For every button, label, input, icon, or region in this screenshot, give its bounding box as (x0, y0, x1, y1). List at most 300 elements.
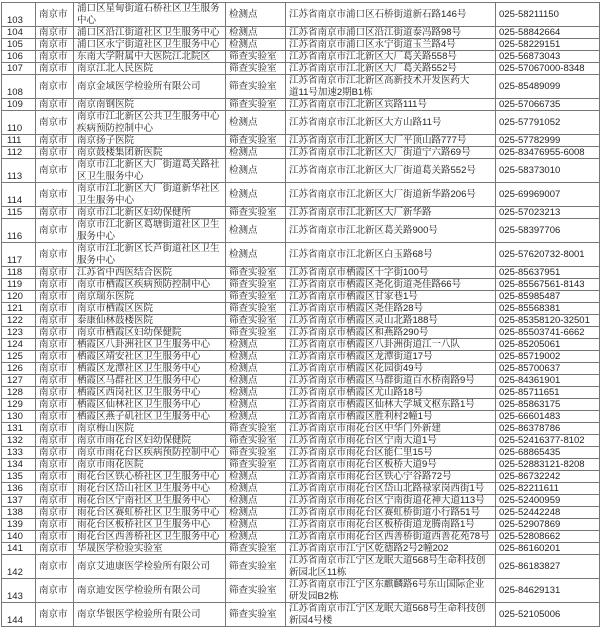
cell-phone: 025-86160201 (496, 543, 600, 555)
cell-type: 检测点 (226, 375, 286, 387)
cell-phone: 025-85358120-32501 (496, 315, 600, 327)
cell-city: 南京市 (36, 3, 74, 27)
cell-city: 南京市 (36, 315, 74, 327)
cell-type: 检测点 (226, 471, 286, 483)
cell-no: 134 (2, 459, 36, 471)
cell-city: 南京市 (36, 111, 74, 135)
cell-no: 118 (2, 267, 36, 279)
cell-address: 江苏省南京市江北新区宾路111号 (286, 99, 496, 111)
cell-address: 江苏省南京市栖霞区马群街道百水桥南路9号 (286, 375, 496, 387)
table-row (2, 471, 600, 483)
cell-type: 筛查实验室 (226, 543, 286, 555)
cell-address: 江苏省南京市浦口区永宁街道玉兰路4号 (286, 39, 496, 51)
cell-address-line: 江苏省南京市江宁区龙眠大道568号生命科技创 (289, 603, 486, 614)
cell-city: 南京市 (36, 183, 74, 207)
cell-name-line: 服务中心 (77, 254, 116, 266)
cell-type: 检测点 (226, 483, 286, 495)
cell-address: 江苏省南京市浦口区石桥街道新石路146号 (286, 3, 496, 27)
cell-phone: 025-52907869 (496, 519, 600, 531)
cell-city: 南京市 (36, 411, 74, 423)
cell-address-line: 研发园B2栋 (289, 590, 339, 602)
cell-address: 江苏省南京市栖霞区八卦洲街道江一八队 (286, 339, 496, 351)
cell-name: 栖霞区八卦洲社区卫生服务中心 (74, 339, 226, 351)
cell-no: 103 (2, 3, 36, 27)
cell-phone: 025-84361901 (496, 375, 600, 387)
cell-name: 雨花台区赛虹桥社区卫生服务中心 (74, 507, 226, 519)
table-row (2, 291, 600, 303)
cell-phone: 025-85985487 (496, 291, 600, 303)
cell-no: 114 (2, 183, 36, 207)
cell-name: 南京南钢医院 (74, 99, 226, 111)
cell-name: 东南大学附属中大医院江北院区 (74, 51, 226, 63)
cell-type: 检测点 (226, 387, 286, 399)
cell-no: 135 (2, 471, 36, 483)
cell-no: 131 (2, 423, 36, 435)
cell-address: 江苏省南京市雨花台区板桥大道9号 (286, 459, 496, 471)
cell-name: 雨花台区铁心桥社区卫生服务中心 (74, 471, 226, 483)
table-row (2, 483, 600, 495)
cell-name-line: 南京市江北新区公共卫生服务中心 (77, 111, 220, 122)
cell-name-line: 服务中心 (77, 230, 116, 242)
cell-city: 南京市 (36, 135, 74, 147)
cell-name-line: 南京市江北新区葛塘街道社区卫生 (77, 219, 220, 230)
cell-city: 南京市 (36, 519, 74, 531)
table-row (2, 51, 600, 63)
cell-no: 104 (2, 27, 36, 39)
testing-sites-table (1, 2, 600, 627)
cell-phone: 025-58842664 (496, 27, 600, 39)
cell-name: 雨花台区岱山社区卫生服务中心 (74, 483, 226, 495)
table-row (2, 147, 600, 159)
cell-address: 江苏省南京市栖霞区仙林大学城文枢东路1号 (286, 399, 496, 411)
cell-city: 南京市 (36, 507, 74, 519)
table-row (2, 423, 600, 435)
cell-type: 筛查实验室 (226, 267, 286, 279)
cell-city: 南京市 (36, 303, 74, 315)
cell-address-line: 江苏省南京市江宁区东麒麟路6号东山国际企业 (289, 579, 485, 590)
table-row (2, 39, 600, 51)
cell-type: 筛查实验室 (226, 207, 286, 219)
table-row (2, 327, 600, 339)
cell-type: 筛查实验室 (226, 279, 286, 291)
cell-name: 雨花台区西善桥社区卫生服务中心 (74, 531, 226, 543)
cell-phone: 025-85711651 (496, 387, 600, 399)
cell-name (74, 111, 226, 135)
cell-phone: 025-56873043 (496, 51, 600, 63)
cell-address (286, 603, 496, 627)
cell-address: 江苏省南京市栖霞区和燕路290号 (286, 327, 496, 339)
table-row (2, 531, 600, 543)
table-row (2, 111, 600, 135)
cell-no: 136 (2, 483, 36, 495)
cell-type: 筛查实验室 (226, 603, 286, 627)
cell-type: 筛查实验室 (226, 315, 286, 327)
cell-no: 133 (2, 447, 36, 459)
table-row (2, 543, 600, 555)
cell-address: 江苏省南京市雨花台区岱山北路禄家岗西街1号 (286, 483, 496, 495)
cell-name-line: 浦口区星甸街道石桥社区卫生服务 (77, 3, 220, 14)
table-row (2, 243, 600, 267)
cell-address: 江苏省南京市雨花台区铁心宁谷路72号 (286, 471, 496, 483)
cell-name: 泰康仙林鼓楼医院 (74, 315, 226, 327)
cell-city: 南京市 (36, 363, 74, 375)
cell-address: 江苏省南京市江北新区大厂新华路 (286, 207, 496, 219)
cell-address: 江苏省南京市雨花台区西善桥街道西善花苑78号 (286, 531, 496, 543)
cell-no: 127 (2, 375, 36, 387)
cell-type: 筛查实验室 (226, 75, 286, 99)
cell-no: 124 (2, 339, 36, 351)
cell-city: 南京市 (36, 339, 74, 351)
cell-address-line: 新园北区11栋 (289, 566, 347, 578)
cell-city: 南京市 (36, 27, 74, 39)
cell-name: 雨花台区板桥社区卫生服务中心 (74, 519, 226, 531)
cell-city: 南京市 (36, 435, 74, 447)
cell-type: 检测点 (226, 507, 286, 519)
cell-address: 江苏省南京市栖霞区尧化街道尧佳路66号 (286, 279, 496, 291)
table-row (2, 27, 600, 39)
table-row (2, 555, 600, 579)
cell-phone: 025-82211611 (496, 483, 600, 495)
cell-no: 144 (2, 603, 36, 627)
table-row (2, 135, 600, 147)
cell-city: 南京市 (36, 399, 74, 411)
cell-no: 123 (2, 327, 36, 339)
cell-city: 南京市 (36, 327, 74, 339)
cell-name: 栖霞区西岗社区卫生服务中心 (74, 387, 226, 399)
table-row (2, 459, 600, 471)
cell-phone: 025-57782999 (496, 135, 600, 147)
cell-city: 南京市 (36, 207, 74, 219)
cell-name-line: 南京市江北新区大厂街道新华社区 (77, 183, 220, 194)
cell-type: 检测点 (226, 351, 286, 363)
cell-address: 江苏省南京市雨花台区宁南大道1号 (286, 435, 496, 447)
table-row (2, 387, 600, 399)
cell-phone: 025-85568381 (496, 303, 600, 315)
cell-phone: 025-85503741-6662 (496, 327, 600, 339)
cell-no: 105 (2, 39, 36, 51)
cell-address: 江苏省南京市江北新区大厂街道葛关路552号 (286, 159, 496, 183)
cell-city: 南京市 (36, 219, 74, 243)
cell-name: 南京江北人民医院 (74, 63, 226, 75)
cell-city: 南京市 (36, 423, 74, 435)
cell-address: 江苏省南京市雨花台区宁南街道花神大道113号 (286, 495, 496, 507)
table-row (2, 603, 600, 627)
cell-address: 江苏省南京市栖霞区胜利村2幢1号 (286, 411, 496, 423)
cell-name: 南京市雨花台区妇幼保健院 (74, 435, 226, 447)
cell-type: 检测点 (226, 531, 286, 543)
cell-name: 浦口区沿江街道社区卫生服务中心 (74, 27, 226, 39)
table-row (2, 207, 600, 219)
cell-city: 南京市 (36, 495, 74, 507)
cell-phone: 025-52808662 (496, 531, 600, 543)
cell-address: 江苏省南京市江北新区大方山路11号 (286, 111, 496, 135)
cell-phone: 025-69969007 (496, 183, 600, 207)
cell-address: 江苏省南京市江北新区大厂葛关路552号 (286, 63, 496, 75)
cell-city: 南京市 (36, 531, 74, 543)
cell-no: 140 (2, 531, 36, 543)
cell-city: 南京市 (36, 387, 74, 399)
table-row (2, 495, 600, 507)
cell-no: 116 (2, 219, 36, 243)
cell-no: 130 (2, 411, 36, 423)
cell-city: 南京市 (36, 351, 74, 363)
table-row (2, 3, 600, 27)
cell-city: 南京市 (36, 279, 74, 291)
cell-city: 南京市 (36, 375, 74, 387)
cell-address: 江苏省南京市浦口区沿江街道泰冯路98号 (286, 27, 496, 39)
cell-phone: 025-85637951 (496, 267, 600, 279)
cell-type: 检测点 (226, 411, 286, 423)
cell-phone: 025-58397706 (496, 219, 600, 243)
cell-name: 南京市雨花台区疾病预防控制中心 (74, 447, 226, 459)
cell-name-line: 疾病预防控制中心 (77, 122, 154, 134)
cell-name-line: 南京市江北新区长芦街道社区卫生 (77, 243, 220, 254)
cell-no: 111 (2, 135, 36, 147)
cell-name-line: 中心 (77, 14, 97, 26)
cell-city: 南京市 (36, 483, 74, 495)
table-body (2, 3, 600, 627)
cell-type: 检测点 (226, 243, 286, 267)
table-row (2, 363, 600, 375)
cell-phone: 025-83476955-6008 (496, 147, 600, 159)
cell-city: 南京市 (36, 543, 74, 555)
cell-address: 江苏省南京市栖霞区龙潭街道17号 (286, 351, 496, 363)
cell-no: 138 (2, 507, 36, 519)
table-row (2, 435, 600, 447)
cell-address: 江苏省南京市江北新区大厂街道宁六路69号 (286, 147, 496, 159)
table-row (2, 303, 600, 315)
cell-type: 筛查实验室 (226, 327, 286, 339)
cell-no: 108 (2, 75, 36, 99)
cell-type: 检测点 (226, 363, 286, 375)
cell-phone: 025-86732242 (496, 471, 600, 483)
table-row (2, 159, 600, 183)
cell-city: 南京市 (36, 267, 74, 279)
cell-name: 南京瑞东医院 (74, 291, 226, 303)
cell-phone: 025-52105006 (496, 603, 600, 627)
table-row (2, 279, 600, 291)
cell-address: 江苏省南京市江宁区乾德路2号2幢202 (286, 543, 496, 555)
cell-city: 南京市 (36, 39, 74, 51)
cell-type: 筛查实验室 (226, 435, 286, 447)
cell-type: 检测点 (226, 519, 286, 531)
cell-name (74, 3, 226, 27)
table-row (2, 411, 600, 423)
cell-address: 江苏省南京市雨花台区板桥街道龙腾南路1号 (286, 519, 496, 531)
cell-type: 检测点 (226, 495, 286, 507)
cell-address: 江苏省南京市江北新区大厂葛关路558号 (286, 51, 496, 63)
cell-type: 筛查实验室 (226, 291, 286, 303)
cell-phone: 025-85719002 (496, 351, 600, 363)
cell-type: 筛查实验室 (226, 63, 286, 75)
cell-no: 119 (2, 279, 36, 291)
cell-type: 筛查实验室 (226, 555, 286, 579)
cell-no: 107 (2, 63, 36, 75)
cell-phone: 025-57066735 (496, 99, 600, 111)
cell-address-line: 道11号加速2期B1栋 (289, 86, 373, 98)
cell-no: 112 (2, 147, 36, 159)
table-row (2, 351, 600, 363)
cell-phone: 025-86183827 (496, 555, 600, 579)
cell-address: 江苏省南京市雨花台区中华门外新建 (286, 423, 496, 435)
cell-no: 126 (2, 363, 36, 375)
table-row (2, 99, 600, 111)
cell-name: 南京市江北新区妇幼保健所 (74, 207, 226, 219)
cell-no: 110 (2, 111, 36, 135)
cell-city: 南京市 (36, 291, 74, 303)
table-row (2, 75, 600, 99)
cell-no: 125 (2, 351, 36, 363)
cell-city: 南京市 (36, 147, 74, 159)
cell-phone: 025-52400959 (496, 495, 600, 507)
cell-type: 检测点 (226, 219, 286, 243)
cell-city: 南京市 (36, 603, 74, 627)
cell-phone: 025-66601483 (496, 411, 600, 423)
cell-name: 栖霞区龙潭社区卫生服务中心 (74, 363, 226, 375)
cell-phone: 025-84629131 (496, 579, 600, 603)
cell-phone: 025-52416377-8102 (496, 435, 600, 447)
cell-type: 筛查实验室 (226, 51, 286, 63)
cell-phone: 025-68865435 (496, 447, 600, 459)
cell-type: 检测点 (226, 147, 286, 159)
cell-name (74, 219, 226, 243)
cell-no: 137 (2, 495, 36, 507)
cell-type: 检测点 (226, 399, 286, 411)
table-row (2, 507, 600, 519)
cell-type: 检测点 (226, 183, 286, 207)
cell-no: 141 (2, 543, 36, 555)
cell-phone: 025-57791052 (496, 111, 600, 135)
table-row (2, 447, 600, 459)
cell-phone: 025-57023213 (496, 207, 600, 219)
cell-name-line: 卫生服务中心 (77, 194, 135, 206)
cell-city: 南京市 (36, 459, 74, 471)
cell-address-line: 江苏省南京市江北新区高新技术开发医药大 (289, 75, 470, 86)
cell-no: 117 (2, 243, 36, 267)
cell-name: 南京梅山医院 (74, 423, 226, 435)
cell-name (74, 159, 226, 183)
cell-no: 115 (2, 207, 36, 219)
cell-address: 江苏省南京市栖霞区灵山北路188号 (286, 315, 496, 327)
cell-no: 121 (2, 303, 36, 315)
cell-phone: 025-58229151 (496, 39, 600, 51)
cell-phone: 025-86378786 (496, 423, 600, 435)
cell-type: 筛查实验室 (226, 303, 286, 315)
table-row (2, 375, 600, 387)
cell-no: 129 (2, 399, 36, 411)
cell-type: 检测点 (226, 3, 286, 27)
cell-type: 检测点 (226, 111, 286, 135)
cell-address: 江苏省南京市雨花台区能仁里15号 (286, 447, 496, 459)
cell-type: 筛查实验室 (226, 423, 286, 435)
cell-phone: 025-58211150 (496, 3, 600, 27)
cell-name: 华晟医学检验实验室 (74, 543, 226, 555)
cell-type: 检测点 (226, 27, 286, 39)
cell-type: 筛查实验室 (226, 579, 286, 603)
cell-address (286, 555, 496, 579)
cell-name: 栖霞区靖安社区卫生服务中心 (74, 351, 226, 363)
cell-name: 南京扬子医院 (74, 135, 226, 147)
table-row (2, 315, 600, 327)
cell-city: 南京市 (36, 471, 74, 483)
cell-name: 南京市雨花医院 (74, 459, 226, 471)
cell-city: 南京市 (36, 243, 74, 267)
cell-type: 检测点 (226, 339, 286, 351)
cell-address: 江苏省南京市栖霞区尤山路18号 (286, 387, 496, 399)
cell-type: 筛查实验室 (226, 99, 286, 111)
table-row (2, 183, 600, 207)
cell-city: 南京市 (36, 159, 74, 183)
cell-city: 南京市 (36, 51, 74, 63)
cell-type: 筛查实验室 (226, 135, 286, 147)
cell-address: 江苏省南京市雨花台区赛虹桥街道小行路51号 (286, 507, 496, 519)
cell-name (74, 183, 226, 207)
cell-phone: 025-85205061 (496, 339, 600, 351)
cell-phone: 025-52442248 (496, 507, 600, 519)
cell-name: 南京鼓楼集团新医院 (74, 147, 226, 159)
cell-name: 南京华银医学检验所有限公司 (74, 603, 226, 627)
cell-type: 筛查实验室 (226, 459, 286, 471)
cell-no: 120 (2, 291, 36, 303)
cell-name: 雨花台区宁南社区卫生服务中心 (74, 495, 226, 507)
cell-address-line: 江苏省南京市江宁区龙眠大道568号生命科技创 (289, 555, 486, 566)
cell-no: 122 (2, 315, 36, 327)
cell-address: 江苏省南京市江北新区白玉路68号 (286, 243, 496, 267)
cell-phone: 025-58373010 (496, 159, 600, 183)
cell-name (74, 243, 226, 267)
cell-name: 栖霞区燕子矶社区卫生服务中心 (74, 411, 226, 423)
cell-name: 栖霞区马群社区卫生服务中心 (74, 375, 226, 387)
cell-phone: 025-85567561-8143 (496, 279, 600, 291)
testing-sites-sheet (1, 2, 599, 627)
cell-name: 南京迪安医学检验所有限公司 (74, 579, 226, 603)
cell-no: 139 (2, 519, 36, 531)
cell-address (286, 579, 496, 603)
cell-address: 江苏省南京市栖霞区尧佳路28号 (286, 303, 496, 315)
cell-name: 江苏省中西医结合医院 (74, 267, 226, 279)
cell-type: 检测点 (226, 159, 286, 183)
cell-name-line: 南京市江北新区大厂街道葛关路社 (77, 159, 220, 170)
cell-phone: 025-85700637 (496, 363, 600, 375)
cell-address (286, 75, 496, 99)
table-row (2, 267, 600, 279)
cell-name: 浦口区永宁街道社区卫生服务中心 (74, 39, 226, 51)
cell-name: 南京市栖霞区医院 (74, 303, 226, 315)
cell-phone: 025-85863175 (496, 399, 600, 411)
cell-phone: 025-57620732-8001 (496, 243, 600, 267)
cell-name: 栖霞区仙林社区卫生服务中心 (74, 399, 226, 411)
cell-address: 江苏省南京市栖霞区花园街49号 (286, 363, 496, 375)
cell-city: 南京市 (36, 447, 74, 459)
cell-name-line: 区卫生服务中心 (77, 170, 144, 182)
cell-name: 南京金域医学检验所有限公司 (74, 75, 226, 99)
table-row (2, 519, 600, 531)
cell-city: 南京市 (36, 555, 74, 579)
table-row (2, 579, 600, 603)
table-row (2, 219, 600, 243)
cell-address: 江苏省南京市栖霞区甘家巷1号 (286, 291, 496, 303)
cell-no: 113 (2, 159, 36, 183)
cell-no: 143 (2, 579, 36, 603)
cell-phone: 025-85489099 (496, 75, 600, 99)
cell-name: 南京市栖霞区妇幼保健院 (74, 327, 226, 339)
table-row (2, 399, 600, 411)
cell-address: 江苏省南京市江北新区大厂街道新华路206号 (286, 183, 496, 207)
cell-city: 南京市 (36, 63, 74, 75)
table-row (2, 63, 600, 75)
cell-type: 筛查实验室 (226, 447, 286, 459)
cell-city: 南京市 (36, 75, 74, 99)
